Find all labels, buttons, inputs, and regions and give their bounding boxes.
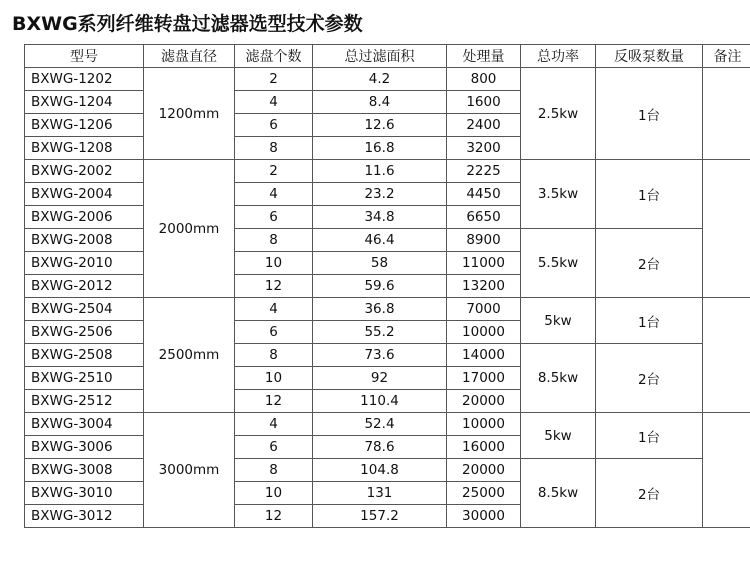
capacity-cell: 7000 bbox=[447, 298, 521, 321]
backwash-pump-count-cell: 1台 bbox=[596, 68, 703, 160]
disc-count-cell: 8 bbox=[235, 137, 313, 160]
capacity-cell: 2400 bbox=[447, 114, 521, 137]
model-cell: BXWG-2002 bbox=[25, 160, 144, 183]
capacity-cell: 20000 bbox=[447, 390, 521, 413]
capacity-cell: 10000 bbox=[447, 413, 521, 436]
capacity-cell: 16000 bbox=[447, 436, 521, 459]
backwash-pump-count-cell: 2台 bbox=[596, 344, 703, 413]
table-row bbox=[25, 413, 750, 436]
filter-area-cell: 78.6 bbox=[313, 436, 447, 459]
model-cell: BXWG-2504 bbox=[25, 298, 144, 321]
capacity-cell: 10000 bbox=[447, 321, 521, 344]
filter-area-cell: 52.4 bbox=[313, 413, 447, 436]
model-cell: BXWG-1208 bbox=[25, 137, 144, 160]
disc-count-cell: 8 bbox=[235, 229, 313, 252]
total-power-cell: 5.5kw bbox=[521, 229, 596, 298]
disc-diameter-cell: 2500mm bbox=[144, 298, 235, 413]
disc-count-cell: 4 bbox=[235, 91, 313, 114]
disc-count-cell: 12 bbox=[235, 275, 313, 298]
model-cell: BXWG-3006 bbox=[25, 436, 144, 459]
filter-area-cell: 131 bbox=[313, 482, 447, 505]
header-total-power: 总功率 bbox=[521, 45, 596, 68]
disc-count-cell: 4 bbox=[235, 413, 313, 436]
model-cell: BXWG-2008 bbox=[25, 229, 144, 252]
total-power-cell: 2.5kw bbox=[521, 68, 596, 160]
capacity-cell: 6650 bbox=[447, 206, 521, 229]
disc-diameter-cell: 3000mm bbox=[144, 413, 235, 528]
model-cell: BXWG-3012 bbox=[25, 505, 144, 528]
disc-count-cell: 10 bbox=[235, 252, 313, 275]
total-power-cell: 8.5kw bbox=[521, 459, 596, 528]
filter-area-cell: 92 bbox=[313, 367, 447, 390]
disc-count-cell: 8 bbox=[235, 459, 313, 482]
filter-area-cell: 59.6 bbox=[313, 275, 447, 298]
model-cell: BXWG-2506 bbox=[25, 321, 144, 344]
capacity-cell: 17000 bbox=[447, 367, 521, 390]
total-power-cell: 5kw bbox=[521, 298, 596, 344]
filter-area-cell: 157.2 bbox=[313, 505, 447, 528]
model-cell: BXWG-2006 bbox=[25, 206, 144, 229]
backwash-pump-count-cell: 1台 bbox=[596, 298, 703, 344]
backwash-pump-count-cell: 1台 bbox=[596, 160, 703, 229]
disc-count-cell: 4 bbox=[235, 298, 313, 321]
remarks-cell bbox=[703, 160, 750, 298]
remarks-cell bbox=[703, 413, 750, 528]
backwash-pump-count-cell: 2台 bbox=[596, 229, 703, 298]
table-row bbox=[25, 160, 750, 183]
disc-count-cell: 12 bbox=[235, 505, 313, 528]
header-model: 型号 bbox=[25, 45, 144, 68]
backwash-pump-count-cell: 1台 bbox=[596, 413, 703, 459]
model-cell: BXWG-3004 bbox=[25, 413, 144, 436]
model-cell: BXWG-2510 bbox=[25, 367, 144, 390]
model-cell: BXWG-3010 bbox=[25, 482, 144, 505]
remarks-cell bbox=[703, 68, 750, 160]
header-disc-diameter: 滤盘直径 bbox=[144, 45, 235, 68]
page-title: BXWG系列纤维转盘过滤器选型技术参数 bbox=[12, 13, 363, 35]
table-row bbox=[25, 229, 750, 252]
capacity-cell: 20000 bbox=[447, 459, 521, 482]
capacity-cell: 2225 bbox=[447, 160, 521, 183]
model-cell: BXWG-2010 bbox=[25, 252, 144, 275]
table-row bbox=[25, 344, 750, 367]
filter-area-cell: 12.6 bbox=[313, 114, 447, 137]
capacity-cell: 13200 bbox=[447, 275, 521, 298]
filter-area-cell: 23.2 bbox=[313, 183, 447, 206]
model-cell: BXWG-2512 bbox=[25, 390, 144, 413]
capacity-cell: 30000 bbox=[447, 505, 521, 528]
header-remarks: 备注 bbox=[703, 45, 750, 68]
disc-count-cell: 4 bbox=[235, 183, 313, 206]
table-row bbox=[25, 298, 750, 321]
capacity-cell: 4450 bbox=[447, 183, 521, 206]
capacity-cell: 800 bbox=[447, 68, 521, 91]
table-row bbox=[25, 459, 750, 482]
header-filter-area: 总过滤面积 bbox=[313, 45, 447, 68]
filter-area-cell: 34.8 bbox=[313, 206, 447, 229]
capacity-cell: 25000 bbox=[447, 482, 521, 505]
header-capacity: 处理量 bbox=[447, 45, 521, 68]
model-cell: BXWG-1202 bbox=[25, 68, 144, 91]
capacity-cell: 8900 bbox=[447, 229, 521, 252]
disc-count-cell: 8 bbox=[235, 344, 313, 367]
table-row bbox=[25, 68, 750, 91]
disc-count-cell: 10 bbox=[235, 482, 313, 505]
disc-count-cell: 6 bbox=[235, 436, 313, 459]
total-power-cell: 8.5kw bbox=[521, 344, 596, 413]
table-body bbox=[25, 68, 750, 528]
disc-count-cell: 2 bbox=[235, 160, 313, 183]
header-backwash-pump-count: 反吸泵数量 bbox=[596, 45, 703, 68]
spec-table bbox=[24, 44, 750, 528]
disc-count-cell: 6 bbox=[235, 321, 313, 344]
disc-count-cell: 2 bbox=[235, 68, 313, 91]
model-cell: BXWG-1206 bbox=[25, 114, 144, 137]
capacity-cell: 3200 bbox=[447, 137, 521, 160]
disc-count-cell: 12 bbox=[235, 390, 313, 413]
disc-diameter-cell: 2000mm bbox=[144, 160, 235, 298]
filter-area-cell: 11.6 bbox=[313, 160, 447, 183]
filter-area-cell: 58 bbox=[313, 252, 447, 275]
disc-count-cell: 10 bbox=[235, 367, 313, 390]
filter-area-cell: 4.2 bbox=[313, 68, 447, 91]
filter-area-cell: 16.8 bbox=[313, 137, 447, 160]
filter-area-cell: 8.4 bbox=[313, 91, 447, 114]
model-cell: BXWG-2012 bbox=[25, 275, 144, 298]
filter-area-cell: 110.4 bbox=[313, 390, 447, 413]
remarks-cell bbox=[703, 298, 750, 413]
capacity-cell: 11000 bbox=[447, 252, 521, 275]
disc-diameter-cell: 1200mm bbox=[144, 68, 235, 160]
model-cell: BXWG-2508 bbox=[25, 344, 144, 367]
total-power-cell: 5kw bbox=[521, 413, 596, 459]
total-power-cell: 3.5kw bbox=[521, 160, 596, 229]
table-header-row bbox=[25, 45, 750, 68]
filter-area-cell: 104.8 bbox=[313, 459, 447, 482]
backwash-pump-count-cell: 2台 bbox=[596, 459, 703, 528]
model-cell: BXWG-2004 bbox=[25, 183, 144, 206]
model-cell: BXWG-1204 bbox=[25, 91, 144, 114]
capacity-cell: 1600 bbox=[447, 91, 521, 114]
filter-area-cell: 36.8 bbox=[313, 298, 447, 321]
disc-count-cell: 6 bbox=[235, 206, 313, 229]
disc-count-cell: 6 bbox=[235, 114, 313, 137]
header-disc-count: 滤盘个数 bbox=[235, 45, 313, 68]
model-cell: BXWG-3008 bbox=[25, 459, 144, 482]
capacity-cell: 14000 bbox=[447, 344, 521, 367]
filter-area-cell: 55.2 bbox=[313, 321, 447, 344]
filter-area-cell: 46.4 bbox=[313, 229, 447, 252]
filter-area-cell: 73.6 bbox=[313, 344, 447, 367]
